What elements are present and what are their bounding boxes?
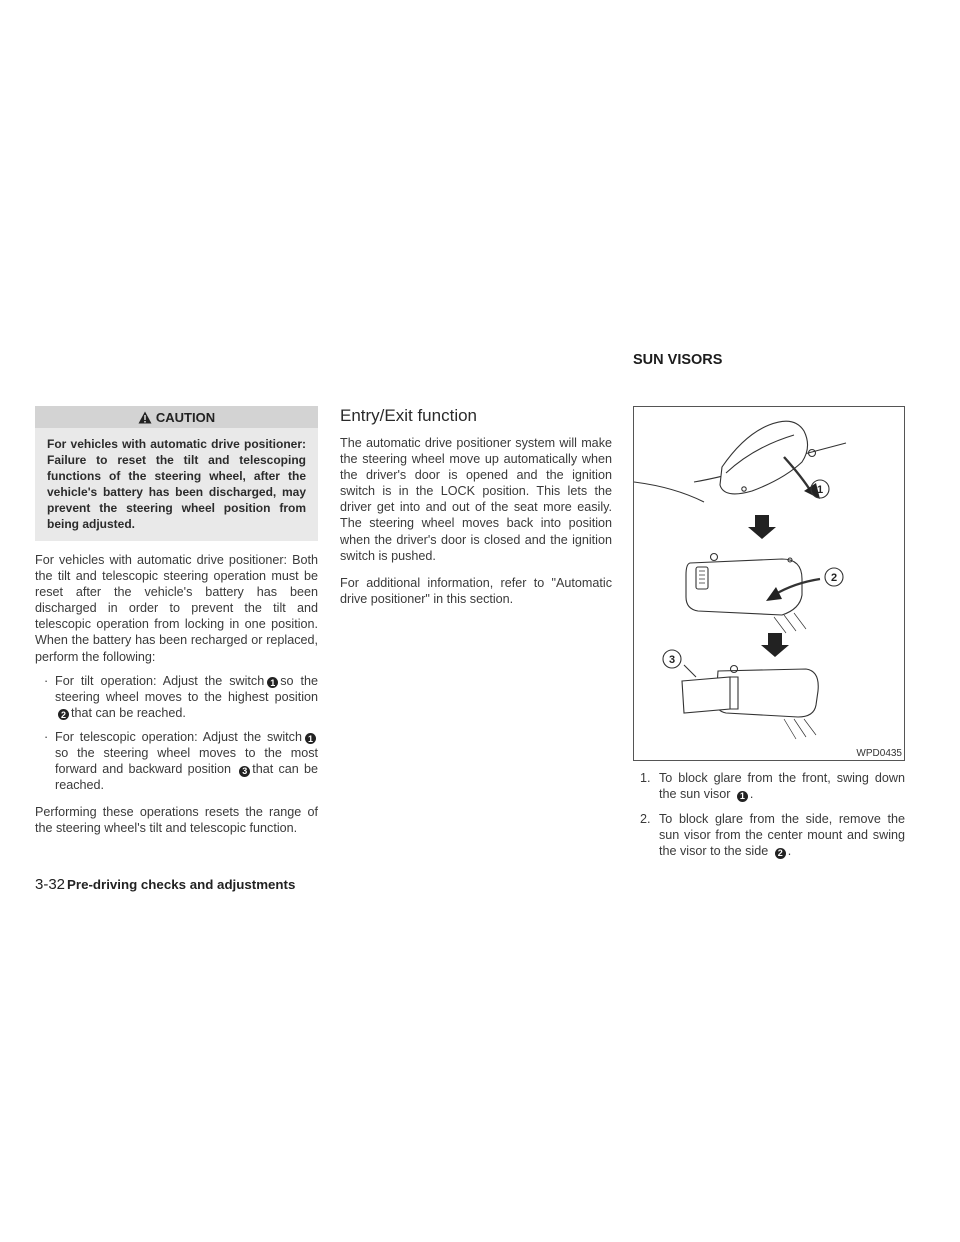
figure-code: WPD0435: [856, 748, 902, 759]
bullet-text: For telescopic operation: Adjust the switch: [55, 729, 302, 744]
intro-paragraph: For vehicles with automatic drive positioner: Both the tilt and telescopic steering operation must be reset after the vehicle's battery has been discharged in order to prevent the tilt and telescopic operation from locking in one position. When the battery has been recharged or replaced, perform the following:: [35, 553, 318, 664]
list-item: [35, 729, 318, 793]
page-footer: [35, 876, 295, 893]
chapter-title: Pre-driving checks and adjustments: [67, 877, 296, 892]
step-text: To block glare from the front, swing down the sun visor: [659, 771, 905, 802]
callout-2-badge: 2: [58, 709, 69, 720]
column-left: [35, 406, 318, 837]
sun-visor-figure: [633, 406, 905, 761]
bullet-dot: ·: [44, 673, 49, 688]
bullet-text: that can be reached.: [55, 762, 319, 793]
bullet-text: so the steering wheel moves to the most forward and backward position: [55, 746, 318, 777]
warning-icon: [138, 411, 152, 424]
entry-exit-paragraph: The automatic drive positioner system will make the steering wheel move up automatically when the driver's door is opened and the ignition switch is in the LOCK position. This lets the driver get into and out of the seat more easily. The steering wheel moves back into position when the driver's door is closed and the ignition switch is pushed.: [340, 436, 612, 563]
reference-paragraph: For additional information, refer to "Automatic drive positioner" in this section.: [340, 575, 612, 606]
bullet-dot: ·: [44, 729, 49, 744]
figure-callout-1: 1: [816, 484, 824, 496]
step-text: To block glare from the side, remove the sun visor from the center mount and swing the visor to the side: [659, 812, 905, 859]
sun-visor-illustration: [634, 407, 904, 760]
figure-callout-3: 3: [668, 654, 676, 666]
closing-paragraph: Performing these operations resets the range of the steering wheel's tilt and telescopic function.: [35, 805, 318, 836]
step-end: .: [787, 844, 792, 859]
caution-label: CAUTION: [155, 409, 216, 425]
list-item: [633, 811, 905, 859]
callout-1-badge: 1: [305, 733, 316, 744]
list-item: [35, 673, 318, 721]
list-item: [633, 770, 905, 802]
callout-3-badge: 3: [239, 766, 250, 777]
callout-1-badge: 1: [267, 677, 278, 688]
page-number: 3-32: [35, 876, 66, 893]
bullet-text: For tilt operation: Adjust the switch: [55, 673, 265, 688]
section-title: SUN VISORS: [633, 352, 723, 368]
caution-text: For vehicles with automatic drive positioner: Failure to reset the tilt and telescoping functions of the steering wheel, after the vehicle's battery has been discharged, may prevent the steering wheel position from being adjusted.: [35, 428, 318, 541]
step-number: 1.: [640, 771, 651, 785]
bullet-text: so the steering wheel moves to the highest position: [55, 673, 319, 704]
column-right: [633, 406, 905, 859]
entry-exit-heading: Entry/Exit function: [340, 406, 478, 425]
callout-1-badge: 1: [737, 791, 748, 802]
caution-header: [35, 406, 318, 428]
column-middle: [340, 406, 612, 607]
step-end: .: [749, 787, 754, 802]
callout-2-badge: 2: [775, 848, 786, 859]
bullet-text: that can be reached.: [71, 705, 186, 720]
figure-callout-2: 2: [830, 572, 838, 584]
step-number: 2.: [640, 812, 651, 827]
